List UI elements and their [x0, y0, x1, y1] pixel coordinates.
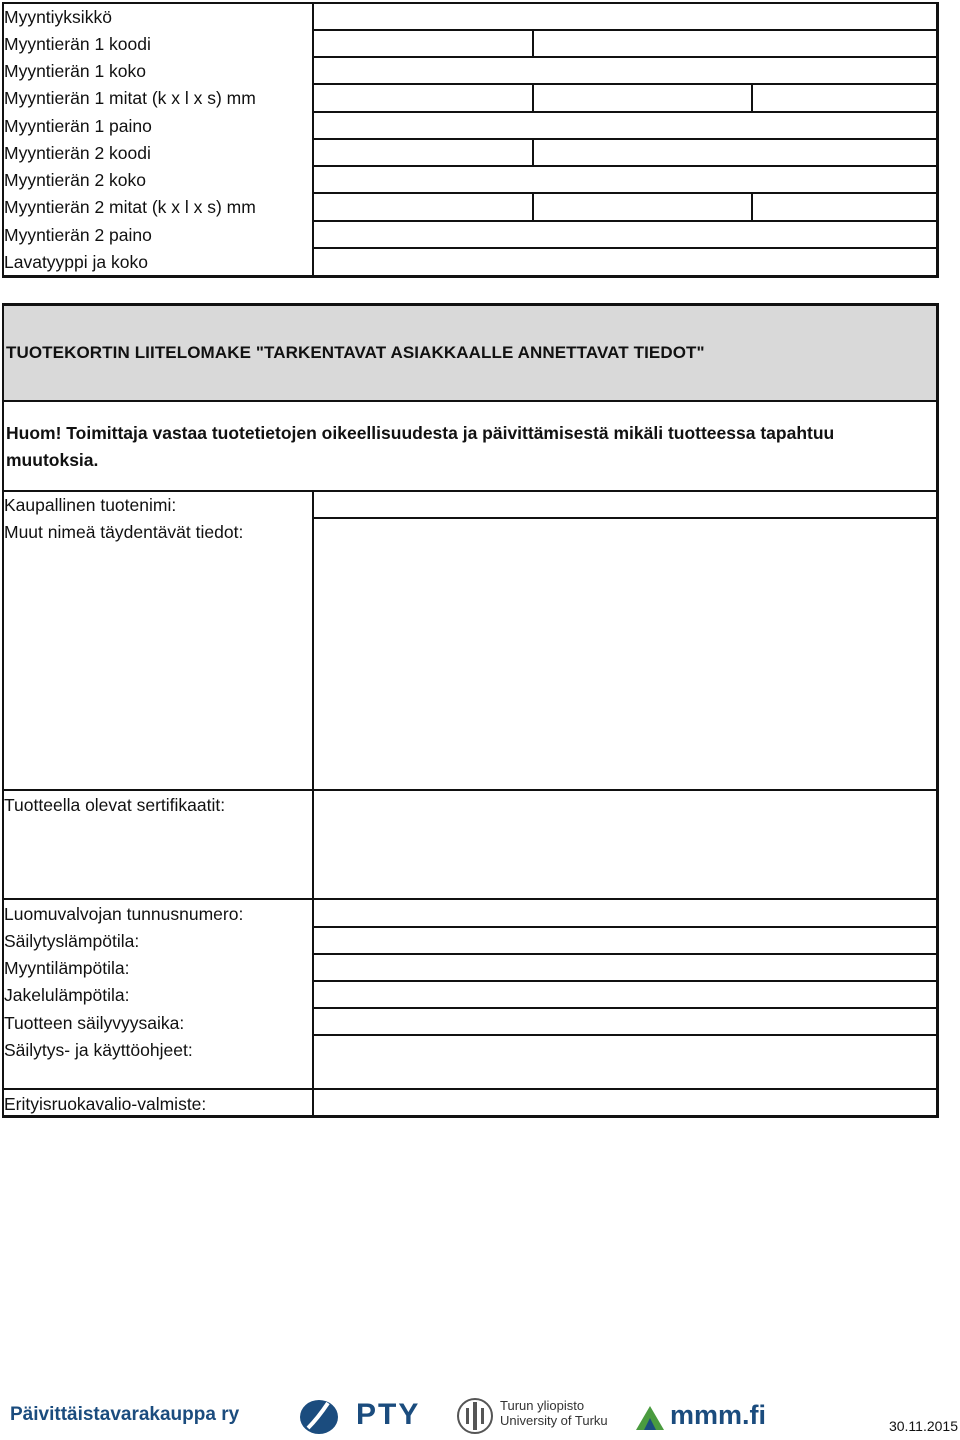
appendix-note: Huom! Toimittaja vastaa tuotetietojen oikeellisuudesta ja päivittämisestä mikäli tuotteessa tapahtuu muutoksia. [6, 423, 835, 470]
pty-logo: PTY [356, 1398, 421, 1431]
field-label-sales-temp: Myyntilämpötila: [4, 958, 130, 978]
field-label-organic-id: Luomuvalvojan tunnusnumero: [4, 904, 244, 924]
distribution-temp-field[interactable] [314, 982, 936, 1007]
border [532, 29, 534, 56]
mmm-triangle-icon [632, 1402, 668, 1432]
border [312, 29, 938, 31]
border [2, 400, 939, 402]
border [751, 83, 753, 111]
border [312, 56, 938, 58]
row-label-batch1-weight: Myyntierän 1 paino [4, 116, 152, 136]
row-label-batch1-code: Myyntierän 1 koodi [4, 34, 151, 54]
border [936, 303, 939, 1117]
border [532, 138, 534, 165]
row-label-sales-unit: Myyntiyksikkö [4, 7, 112, 27]
border [312, 165, 938, 167]
row-label-batch2-size: Myyntierän 2 koko [4, 170, 147, 190]
border [2, 303, 939, 306]
commercial-name-field[interactable] [314, 492, 936, 517]
document-date: 30.11.2015 [888, 1418, 958, 1434]
sales-temp-field[interactable] [314, 955, 936, 980]
row-label-batch1-dims: Myyntierän 1 mitat (k x l x s) mm [4, 88, 256, 108]
border [2, 275, 939, 278]
border [2, 1115, 939, 1118]
storage-temp-field[interactable] [314, 928, 936, 953]
other-name-info-field[interactable] [314, 519, 936, 789]
border [2, 2, 938, 4]
pty-emblem-icon [298, 1398, 342, 1436]
university-turku-line2: University of Turku [500, 1413, 608, 1428]
row-label-batch2-weight: Myyntierän 2 paino [4, 225, 152, 245]
border [312, 111, 938, 113]
row-label-batch2-dims: Myyntierän 2 mitat (k x l x s) mm [4, 197, 256, 217]
certificates-field[interactable] [314, 791, 936, 898]
border [312, 138, 938, 140]
field-label-certificates: Tuotteella olevat sertifikaatit: [4, 795, 226, 815]
university-turku-emblem-icon [456, 1396, 494, 1436]
special-diet-field[interactable] [314, 1090, 936, 1115]
field-label-special-diet: Erityisruokavalio-valmiste: [4, 1094, 207, 1114]
ptry-logo: Päivittäistavarakauppa ry [10, 1404, 240, 1425]
shelf-life-field[interactable] [314, 1009, 936, 1034]
field-label-distribution-temp: Jakelulämpötila: [4, 985, 130, 1005]
border [936, 2, 939, 248]
border [532, 83, 534, 111]
field-label-storage-temp: Säilytyslämpötila: [4, 931, 140, 951]
university-turku-logo [500, 1398, 608, 1428]
row-label-pallet: Lavatyyppi ja koko [4, 252, 148, 272]
border [312, 247, 938, 249]
border [936, 248, 939, 277]
storage-instructions-field[interactable] [314, 1036, 936, 1088]
border [751, 192, 753, 220]
field-label-storage-instructions: Säilytys- ja käyttöohjeet: [4, 1040, 193, 1060]
row-label-batch2-code: Myyntierän 2 koodi [4, 143, 151, 163]
border [312, 83, 938, 85]
appendix-title: TUOTEKORTIN LIITELOMAKE "TARKENTAVAT ASIAKKAALLE ANNETTAVAT TIEDOT" [6, 343, 705, 362]
border [312, 192, 938, 194]
mmm-logo: mmm.fi [670, 1400, 767, 1430]
university-turku-line1: Turun yliopisto [500, 1398, 585, 1413]
field-label-other-name-info: Muut nimeä täydentävät tiedot: [4, 522, 244, 542]
row-label-batch1-size: Myyntierän 1 koko [4, 61, 147, 81]
footer [0, 1390, 960, 1440]
border [312, 220, 938, 222]
field-label-shelf-life: Tuotteen säilyvyysaika: [4, 1013, 185, 1033]
field-label-commercial-name: Kaupallinen tuotenimi: [4, 495, 177, 515]
organic-id-field[interactable] [314, 900, 936, 926]
border [532, 192, 534, 220]
